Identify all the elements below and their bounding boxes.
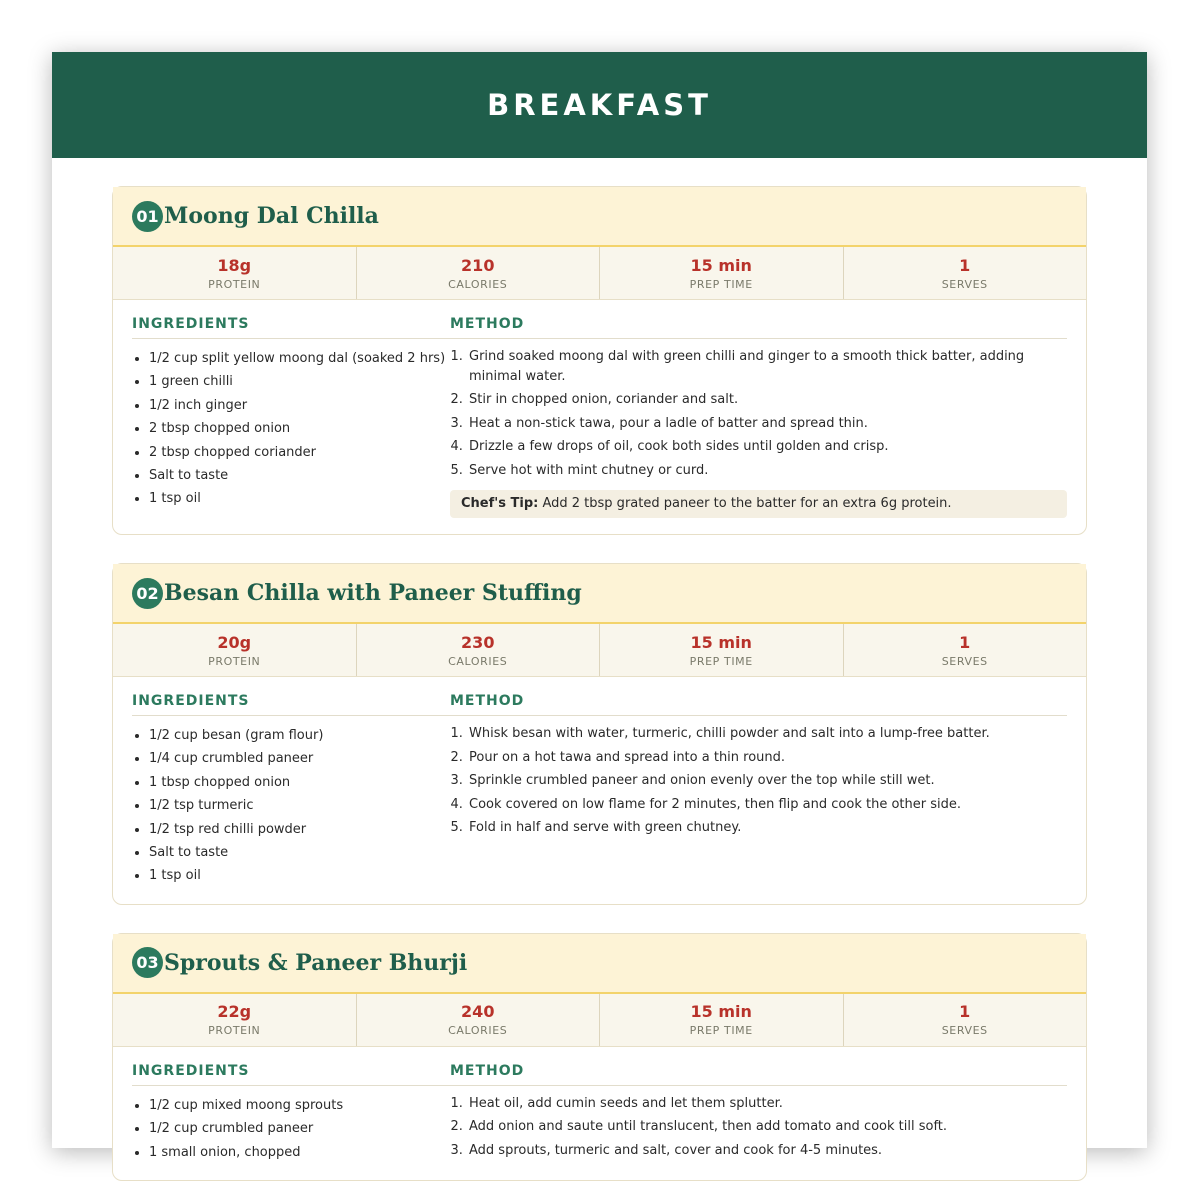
method-steps <box>450 1094 1067 1161</box>
method-heading: METHOD <box>450 316 1067 339</box>
ingredient-item: • 1/2 cup split yellow moong dal (soaked 2 hrs) <box>149 347 450 370</box>
method-step: 5. Fold in half and serve with green chutney. <box>467 818 1067 838</box>
stat-value: 1 <box>959 1002 971 1022</box>
stat-serves <box>844 247 1087 299</box>
method-step: 2. Add onion and saute until translucent, then add tomato and cook till soft. <box>467 1117 1067 1137</box>
method-step: 3. Heat a non-stick tawa, pour a ladle of batter and spread thin. <box>467 414 1067 434</box>
recipe-title: Moong Dal Chilla <box>164 203 379 229</box>
ingredient-item: • 1 tbsp chopped onion <box>149 771 450 794</box>
recipe-number-badge: 01 <box>132 201 163 232</box>
stat-label: PROTEIN <box>208 277 261 291</box>
ingredient-item: • 2 tbsp chopped onion <box>149 417 450 440</box>
page-header <box>52 52 1147 158</box>
recipe-body <box>113 300 1086 534</box>
stat-protein <box>113 247 357 299</box>
stat-value: 15 min <box>690 1002 752 1022</box>
stat-serves <box>844 994 1087 1046</box>
stat-value: 210 <box>461 255 495 275</box>
ingredient-item: • 1 tsp oil <box>149 487 450 510</box>
recipe-stats <box>113 624 1086 677</box>
method-step: 3. Add sprouts, turmeric and salt, cover and cook for 4-5 minutes. <box>467 1141 1067 1161</box>
recipe-stats <box>113 994 1086 1047</box>
recipe-list <box>52 158 1147 1181</box>
recipe-title: Besan Chilla with Paneer Stuffing <box>164 580 582 606</box>
method-section <box>450 693 1067 888</box>
stat-protein <box>113 994 357 1046</box>
recipe-number-badge: 02 <box>132 578 163 609</box>
ingredient-item: • 1/2 cup mixed moong sprouts <box>149 1094 450 1117</box>
stat-calories <box>357 247 601 299</box>
stat-value: 1 <box>959 255 971 275</box>
method-step: 4. Cook covered on low flame for 2 minutes, then flip and cook the other side. <box>467 795 1067 815</box>
ingredients-section <box>132 693 450 888</box>
recipe-card-besan-chilla <box>112 563 1087 905</box>
stat-label: PREP TIME <box>689 277 753 291</box>
ingredient-item: • 1/4 cup crumbled paneer <box>149 747 450 770</box>
stat-label: SERVES <box>941 654 988 668</box>
ingredient-item: • Salt to taste <box>149 464 450 487</box>
recipe-number-badge: 03 <box>132 947 163 978</box>
method-steps <box>450 347 1067 480</box>
ingredients-list <box>132 724 450 888</box>
method-step: 1. Heat oil, add cumin seeds and let them splutter. <box>467 1094 1067 1114</box>
ingredient-item: • 1/2 tsp red chilli powder <box>149 818 450 841</box>
recipe-page <box>52 52 1147 1160</box>
ingredient-item: • Salt to taste <box>149 841 450 864</box>
stat-label: SERVES <box>941 277 988 291</box>
method-heading: METHOD <box>450 1063 1067 1086</box>
recipe-header <box>113 564 1086 624</box>
recipe-title: Sprouts & Paneer Bhurji <box>164 949 468 976</box>
stat-prep-time <box>600 624 844 676</box>
stat-label: PREP TIME <box>689 1024 753 1038</box>
method-step: 4. Drizzle a few drops of oil, cook both sides until golden and crisp. <box>467 437 1067 457</box>
method-step: 2. Stir in chopped onion, coriander and salt. <box>467 390 1067 410</box>
ingredient-item: • 1 green chilli <box>149 370 450 393</box>
stat-value: 20g <box>217 632 252 652</box>
method-heading: METHOD <box>450 693 1067 716</box>
ingredient-item: • 1/2 cup besan (gram flour) <box>149 724 450 747</box>
stat-prep-time <box>600 994 844 1046</box>
recipe-card-moong-dal-chilla <box>112 186 1087 535</box>
ingredient-item: • 1/2 cup crumbled paneer <box>149 1117 450 1140</box>
stat-label: PROTEIN <box>208 654 261 668</box>
stat-label: SERVES <box>941 1024 988 1038</box>
method-steps <box>450 724 1067 838</box>
chef-tip-text: Add 2 tbsp grated paneer to the batter for an extra 6g protein. <box>538 496 952 511</box>
stat-label: CALORIES <box>448 277 508 291</box>
stat-value: 1 <box>959 632 971 652</box>
chef-tip <box>450 490 1067 518</box>
recipe-card-sprouts-paneer-bhurji <box>112 933 1087 1182</box>
method-section <box>450 1063 1067 1165</box>
method-step: 1. Grind soaked moong dal with green chilli and ginger to a smooth thick batter, adding minimal water. <box>467 347 1067 386</box>
recipe-header <box>113 187 1086 247</box>
stat-protein <box>113 624 357 676</box>
stat-value: 18g <box>217 255 252 275</box>
page-title: BREAKFAST <box>487 88 712 122</box>
ingredients-list <box>132 347 450 511</box>
ingredients-heading: INGREDIENTS <box>132 693 450 716</box>
stat-label: CALORIES <box>448 654 508 668</box>
recipe-body <box>113 1047 1086 1181</box>
stat-value: 240 <box>461 1002 495 1022</box>
chef-tip-label: Chef's Tip: <box>461 496 539 511</box>
stat-label: PREP TIME <box>689 654 753 668</box>
recipe-body <box>113 677 1086 904</box>
stat-calories <box>357 994 601 1046</box>
stat-label: CALORIES <box>448 1024 508 1038</box>
ingredient-item: • 1 small onion, chopped <box>149 1141 450 1164</box>
recipe-stats <box>113 247 1086 300</box>
stat-value: 15 min <box>690 255 752 275</box>
stat-label: PROTEIN <box>208 1024 261 1038</box>
stat-serves <box>844 624 1087 676</box>
ingredients-list <box>132 1094 450 1164</box>
stat-value: 230 <box>461 632 495 652</box>
ingredients-section <box>132 1063 450 1165</box>
method-section <box>450 316 1067 518</box>
stat-calories <box>357 624 601 676</box>
method-step: 1. Whisk besan with water, turmeric, chilli powder and salt into a lump-free batter. <box>467 724 1067 744</box>
ingredient-item: • 1/2 inch ginger <box>149 394 450 417</box>
stat-prep-time <box>600 247 844 299</box>
recipe-header <box>113 934 1086 994</box>
ingredients-section <box>132 316 450 518</box>
method-step: 5. Serve hot with mint chutney or curd. <box>467 461 1067 481</box>
ingredients-heading: INGREDIENTS <box>132 1063 450 1086</box>
ingredients-heading: INGREDIENTS <box>132 316 450 339</box>
ingredient-item: • 1 tsp oil <box>149 864 450 887</box>
method-step: 3. Sprinkle crumbled paneer and onion evenly over the top while still wet. <box>467 771 1067 791</box>
ingredient-item: • 1/2 tsp turmeric <box>149 794 450 817</box>
stat-value: 15 min <box>690 632 752 652</box>
ingredient-item: • 2 tbsp chopped coriander <box>149 441 450 464</box>
method-step: 2. Pour on a hot tawa and spread into a thin round. <box>467 748 1067 768</box>
stat-value: 22g <box>217 1002 252 1022</box>
